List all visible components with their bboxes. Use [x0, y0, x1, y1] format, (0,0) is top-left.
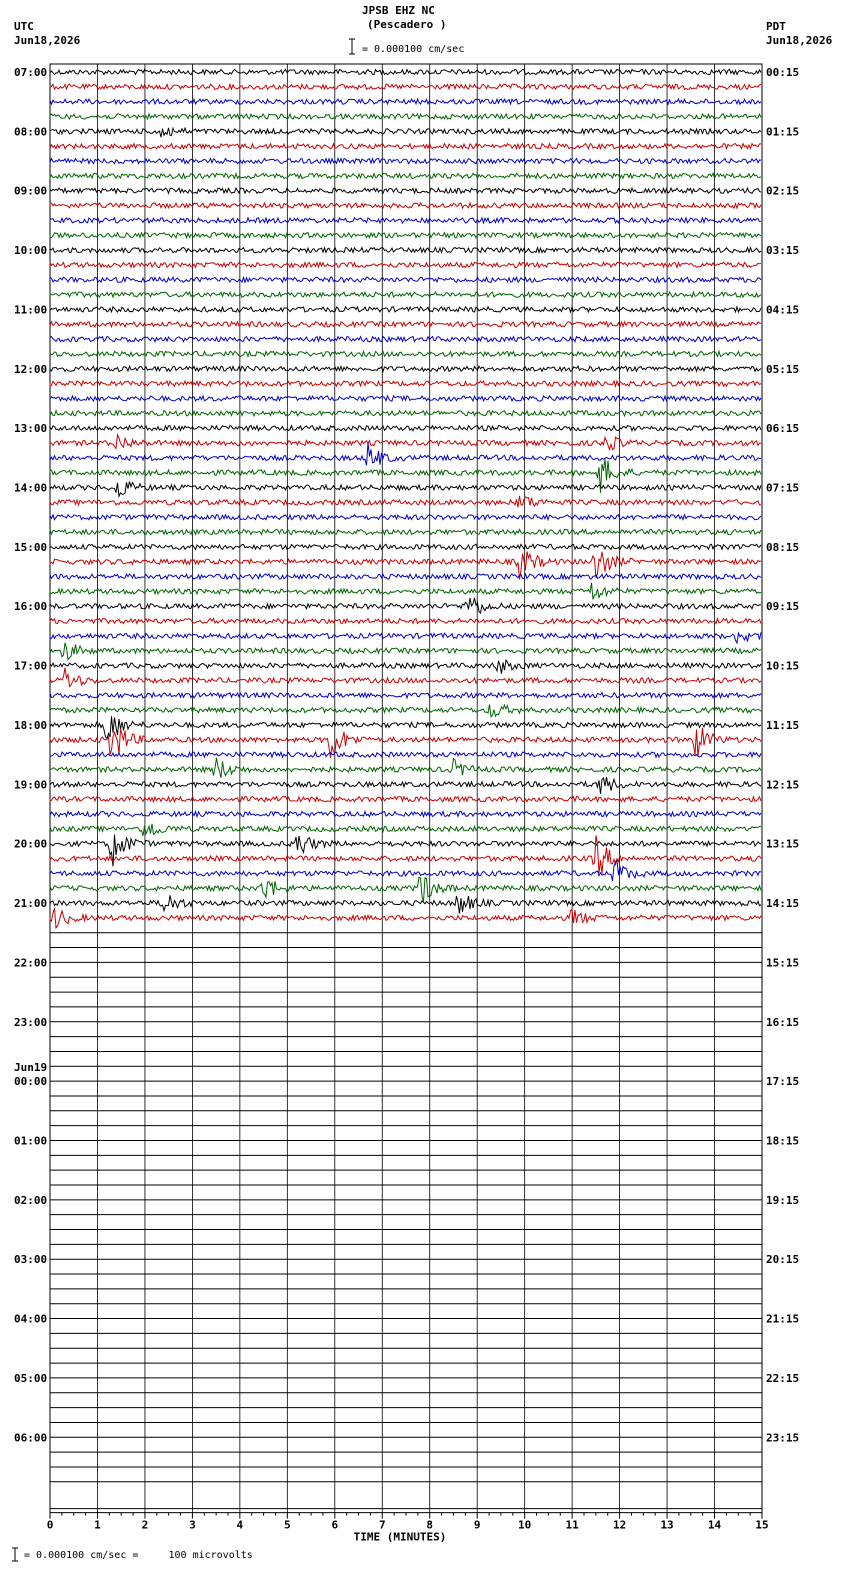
seismic-trace — [50, 262, 761, 267]
seismic-trace — [50, 574, 761, 579]
date-change-label: Jun19 — [14, 1061, 48, 1075]
x-tick-label: 5 — [284, 1518, 291, 1532]
seismic-trace — [50, 233, 761, 238]
seismic-trace — [50, 443, 761, 466]
pdt-hour-label: 19:15 — [766, 1193, 800, 1207]
utc-hour-label: 17:00 — [14, 659, 48, 673]
pdt-hour-label: 17:15 — [766, 1075, 800, 1089]
pdt-hour-label: 08:15 — [766, 540, 800, 554]
seismic-trace — [50, 459, 761, 493]
x-tick-label: 13 — [660, 1518, 674, 1532]
utc-hour-label: 07:00 — [14, 66, 48, 79]
x-tick-label: 14 — [707, 1518, 722, 1532]
pdt-hour-label: 13:15 — [766, 837, 800, 851]
utc-hour-label: 14:00 — [14, 481, 48, 495]
seismic-trace — [50, 218, 761, 223]
utc-hour-label: 16:00 — [14, 600, 48, 614]
seismic-trace — [50, 619, 761, 624]
seismic-trace — [50, 435, 761, 450]
pdt-hour-label: 09:15 — [766, 600, 800, 614]
seismic-trace — [50, 144, 761, 149]
pdt-hour-label: 12:15 — [766, 778, 800, 792]
utc-hour-label: 08:00 — [14, 125, 48, 139]
seismic-trace — [50, 515, 761, 520]
seismic-trace — [50, 496, 761, 507]
seismic-trace — [50, 173, 761, 178]
utc-hour-label: 12:00 — [14, 362, 48, 376]
seismic-trace — [50, 84, 761, 89]
seismic-trace — [50, 660, 761, 673]
seismic-trace — [50, 322, 761, 327]
footer-scale-bar-icon — [12, 1548, 18, 1561]
seismic-trace — [50, 811, 761, 816]
pdt-hour-label: 07:15 — [766, 481, 800, 495]
seismic-trace — [50, 351, 761, 356]
seismic-trace — [50, 366, 761, 371]
pdt-hour-label: 01:15 — [766, 125, 800, 139]
utc-hour-label: 23:00 — [14, 1015, 48, 1029]
seismic-trace — [50, 337, 761, 342]
seismic-trace — [50, 908, 761, 928]
seismic-trace — [50, 114, 761, 119]
seismic-trace — [50, 643, 761, 660]
x-tick-label: 0 — [46, 1518, 54, 1532]
pdt-hour-label: 16:15 — [766, 1015, 800, 1029]
pdt-hour-label: 06:15 — [766, 422, 800, 436]
x-tick-label: 9 — [473, 1518, 481, 1532]
x-tick-label: 3 — [189, 1518, 196, 1532]
pdt-hour-label: 00:15 — [766, 66, 800, 79]
seismic-trace — [50, 693, 761, 698]
seismic-trace — [50, 99, 761, 104]
seismic-trace — [50, 824, 761, 836]
site-title: (Pescadero ) — [367, 18, 447, 31]
x-tick-label: 2 — [141, 1518, 149, 1532]
scale-bar-icon — [349, 39, 355, 54]
pdt-hour-label: 21:15 — [766, 1312, 800, 1326]
seismic-trace — [50, 835, 761, 867]
seismic-trace — [50, 381, 761, 386]
seismic-trace — [50, 716, 761, 738]
seismic-trace — [50, 529, 761, 534]
seismic-trace — [50, 632, 761, 643]
seismic-trace — [50, 248, 761, 253]
seismic-trace — [50, 598, 761, 613]
seismic-trace — [50, 544, 761, 549]
seismic-trace — [50, 895, 761, 913]
utc-hour-label: 20:00 — [14, 837, 48, 851]
pdt-hour-label: 14:15 — [766, 897, 800, 911]
seismic-trace — [50, 69, 761, 74]
x-tick-label: 6 — [331, 1518, 339, 1532]
right-date: Jun18,2026 — [766, 34, 833, 47]
right-timezone: PDT — [766, 20, 786, 33]
pdt-hour-label: 22:15 — [766, 1371, 800, 1385]
seismic-trace — [50, 188, 761, 193]
utc-hour-label: 11:00 — [14, 303, 48, 317]
plot-frame — [50, 64, 762, 1513]
seismic-trace — [50, 777, 761, 794]
seismic-trace — [50, 292, 761, 297]
pdt-hour-label: 18:15 — [766, 1134, 800, 1148]
pdt-hour-label: 15:15 — [766, 956, 800, 970]
seismic-trace — [50, 583, 761, 600]
seismic-trace — [50, 482, 761, 497]
x-tick-label: 1 — [94, 1518, 101, 1532]
pdt-hour-label: 11:15 — [766, 718, 800, 732]
seismic-trace — [50, 277, 761, 282]
scale-label: = 0.000100 cm/sec — [362, 44, 465, 55]
pdt-hour-label: 23:15 — [766, 1431, 800, 1445]
pdt-hour-label: 20:15 — [766, 1253, 800, 1267]
utc-hour-label: 05:00 — [14, 1371, 48, 1385]
utc-hour-label: 19:00 — [14, 778, 48, 792]
utc-hour-label: 13:00 — [14, 422, 48, 436]
seismic-trace — [50, 426, 761, 431]
x-tick-label: 11 — [565, 1518, 579, 1532]
seismic-trace — [50, 861, 761, 881]
utc-hour-label: 21:00 — [14, 897, 48, 911]
utc-hour-label: 06:00 — [14, 1431, 48, 1445]
utc-hour-label: 03:00 — [14, 1253, 48, 1267]
seismic-trace — [50, 797, 761, 802]
x-tick-label: 10 — [518, 1518, 532, 1532]
utc-hour-label: 00:00 — [14, 1075, 48, 1089]
utc-hour-label: 18:00 — [14, 718, 48, 732]
seismic-trace — [50, 203, 761, 208]
seismic-trace — [50, 752, 761, 757]
seismic-trace — [50, 668, 761, 687]
utc-hour-label: 15:00 — [14, 540, 48, 554]
seismic-trace — [50, 877, 761, 901]
utc-hour-label: 09:00 — [14, 184, 48, 198]
seismic-trace — [50, 758, 761, 778]
utc-hour-label: 22:00 — [14, 956, 48, 970]
seismic-trace — [50, 307, 761, 312]
pdt-hour-label: 10:15 — [766, 659, 800, 673]
x-axis-label: TIME (MINUTES) — [353, 1530, 447, 1544]
seismic-trace — [50, 411, 761, 416]
pdt-hour-label: 05:15 — [766, 362, 800, 376]
x-tick-label: 7 — [378, 1518, 386, 1532]
station-title: JPSB EHZ NC — [362, 4, 435, 17]
x-tick-label: 15 — [755, 1518, 769, 1532]
utc-hour-label: 04:00 — [14, 1312, 48, 1326]
seismic-trace — [50, 396, 761, 401]
pdt-hour-label: 02:15 — [766, 184, 800, 198]
left-timezone: UTC — [14, 20, 34, 33]
x-tick-label: 12 — [612, 1518, 627, 1532]
seismic-trace — [50, 128, 761, 137]
seismic-trace — [50, 705, 761, 717]
utc-hour-label: 02:00 — [14, 1193, 48, 1207]
left-date: Jun18,2026 — [14, 34, 81, 47]
seismic-trace — [50, 158, 761, 163]
utc-hour-label: 10:00 — [14, 244, 48, 258]
pdt-hour-label: 03:15 — [766, 244, 800, 258]
utc-hour-label: 01:00 — [14, 1134, 48, 1148]
x-tick-label: 8 — [426, 1518, 434, 1532]
pdt-hour-label: 04:15 — [766, 303, 800, 317]
x-tick-label: 4 — [236, 1518, 244, 1532]
footer-scale-label: = 0.000100 cm/sec = 100 microvolts — [24, 1550, 253, 1561]
